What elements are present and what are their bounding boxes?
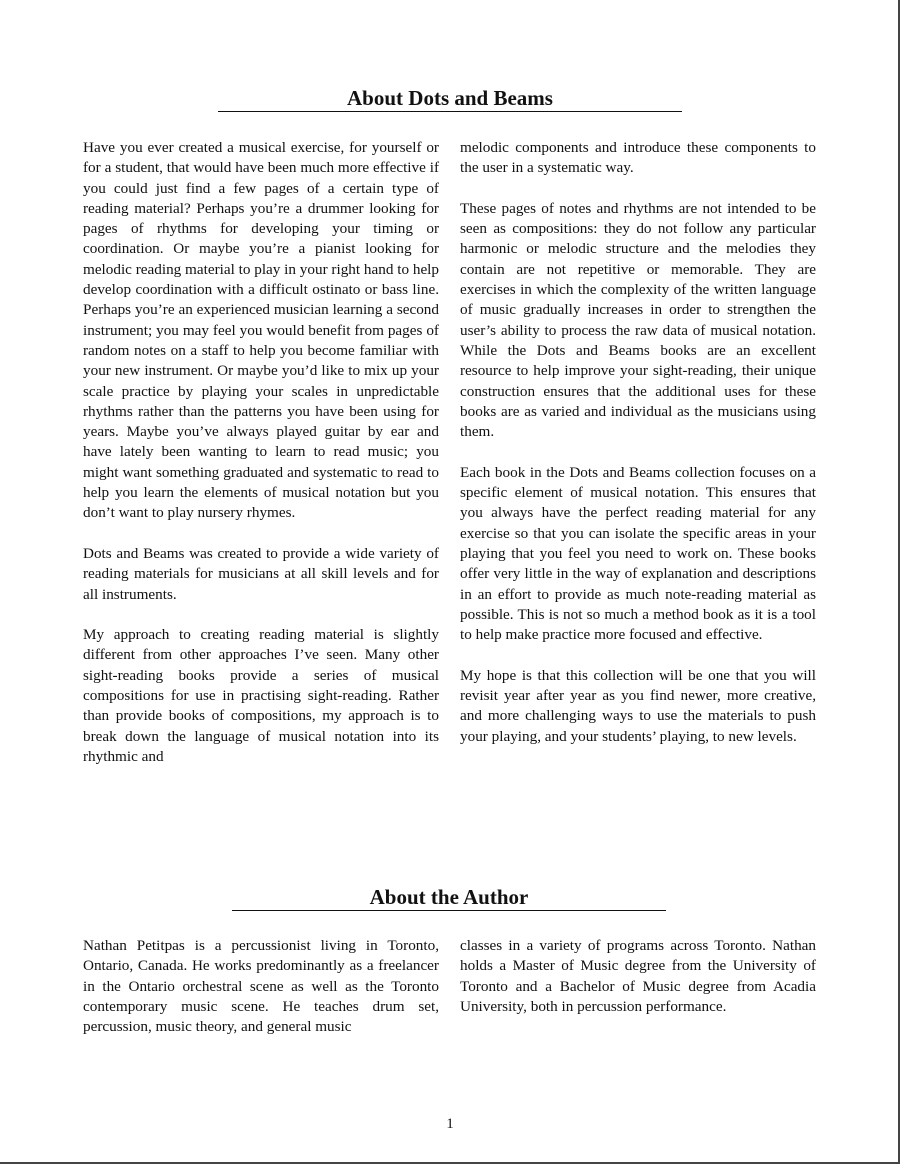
about-the-author-heading: About the Author [232,884,666,911]
paragraph: These pages of notes and rhythms are not intended to be seen as compositions: they do not follow any particular harmonic or melodic structure and the melodies they contain are not repetitive or memorable. They are exercises in which the complexity of the written language of music gradually increases in order to strengthen the user’s ability to process the raw data of musical notation. While the Dots and Beams books are an excellent resource to help improve your sight-reading, their unique construction ensures that the additional uses for these books are as varied and individual as the musicians using them. [460,199,816,441]
paragraph: Each book in the Dots and Beams collection focuses on a specific element of musical notation. This ensures that you always have the perfect reading material for any exercise so that you can isolate the specific areas in your playing that you feel you need to work on. These books offer very little in the way of explanation and descriptions in an effort to provide as much note-reading material as possible. This is not so much a method book as it is a tool to help make practice more focused and effective. [460,463,816,644]
paragraph: classes in a variety of programs across Toronto. Nathan holds a Master of Music degree from the University of Toronto and a Bachelor of Music degree from Acadia University, both in percussion performance. [460,937,816,1015]
paragraph: Have you ever created a musical exercise, for yourself or for a student, that would have been much more effective if you could just find a few pages of a certain type of reading material? Perhaps you’re a drummer looking for pages of rhythms for developing your timing or coordination. Or maybe you’re a pianist looking for melodic reading material to play in your right hand to help develop coordination with a difficult ostinato or bass line. Perhaps you’re an experienced musician learning a second instrument; you may feel you would benefit from pages of random notes on a staff to help you become familiar with your new instrument. Or maybe you’d like to mix up your scale practice by playing your scales in unpredictable rhythms rather than the patterns you have been using for years. Maybe you’ve always played guitar by ear and have lately been wanting to learn to read music; you might want something graduated and systematic to read to help you learn the elements of musical notation but you don’t want to play nursery rhymes. [83,139,439,522]
about-dots-column-right [460,138,816,747]
paragraph: My hope is that this collection will be one that you will revisit year after year as you find newer, more creative, and more challenging ways to use the materials to push your playing, and your students’ playing, to new levels. [460,666,816,745]
about-dots-and-beams-heading: About Dots and Beams [218,85,682,112]
paragraph: Dots and Beams was created to provide a wide variety of reading materials for musicians at all skill levels and for all instruments. [83,544,439,603]
paragraph: melodic components and introduce these components to the user in a systematic way. [460,139,816,177]
about-author-column-left [83,936,439,1037]
paragraph: Nathan Petitpas is a percussionist living in Toronto, Ontario, Canada. He works predominantly as a freelancer in the Ontario orchestral scene as well as the Toronto contemporary music scene. He teaches drum set, percussion, music theory, and general music [83,937,439,1036]
page-number: 1 [446,1116,454,1132]
about-author-column-right [460,936,816,1017]
paragraph: My approach to creating reading material is slightly different from other approaches I’ve seen. Many other sight-reading books provide a series of musical compositions for use in practising sight-reading. Rather than provide books of compositions, my approach is to break down the language of musical notation into its rhythmic and [83,626,439,765]
about-dots-column-left [83,138,439,767]
